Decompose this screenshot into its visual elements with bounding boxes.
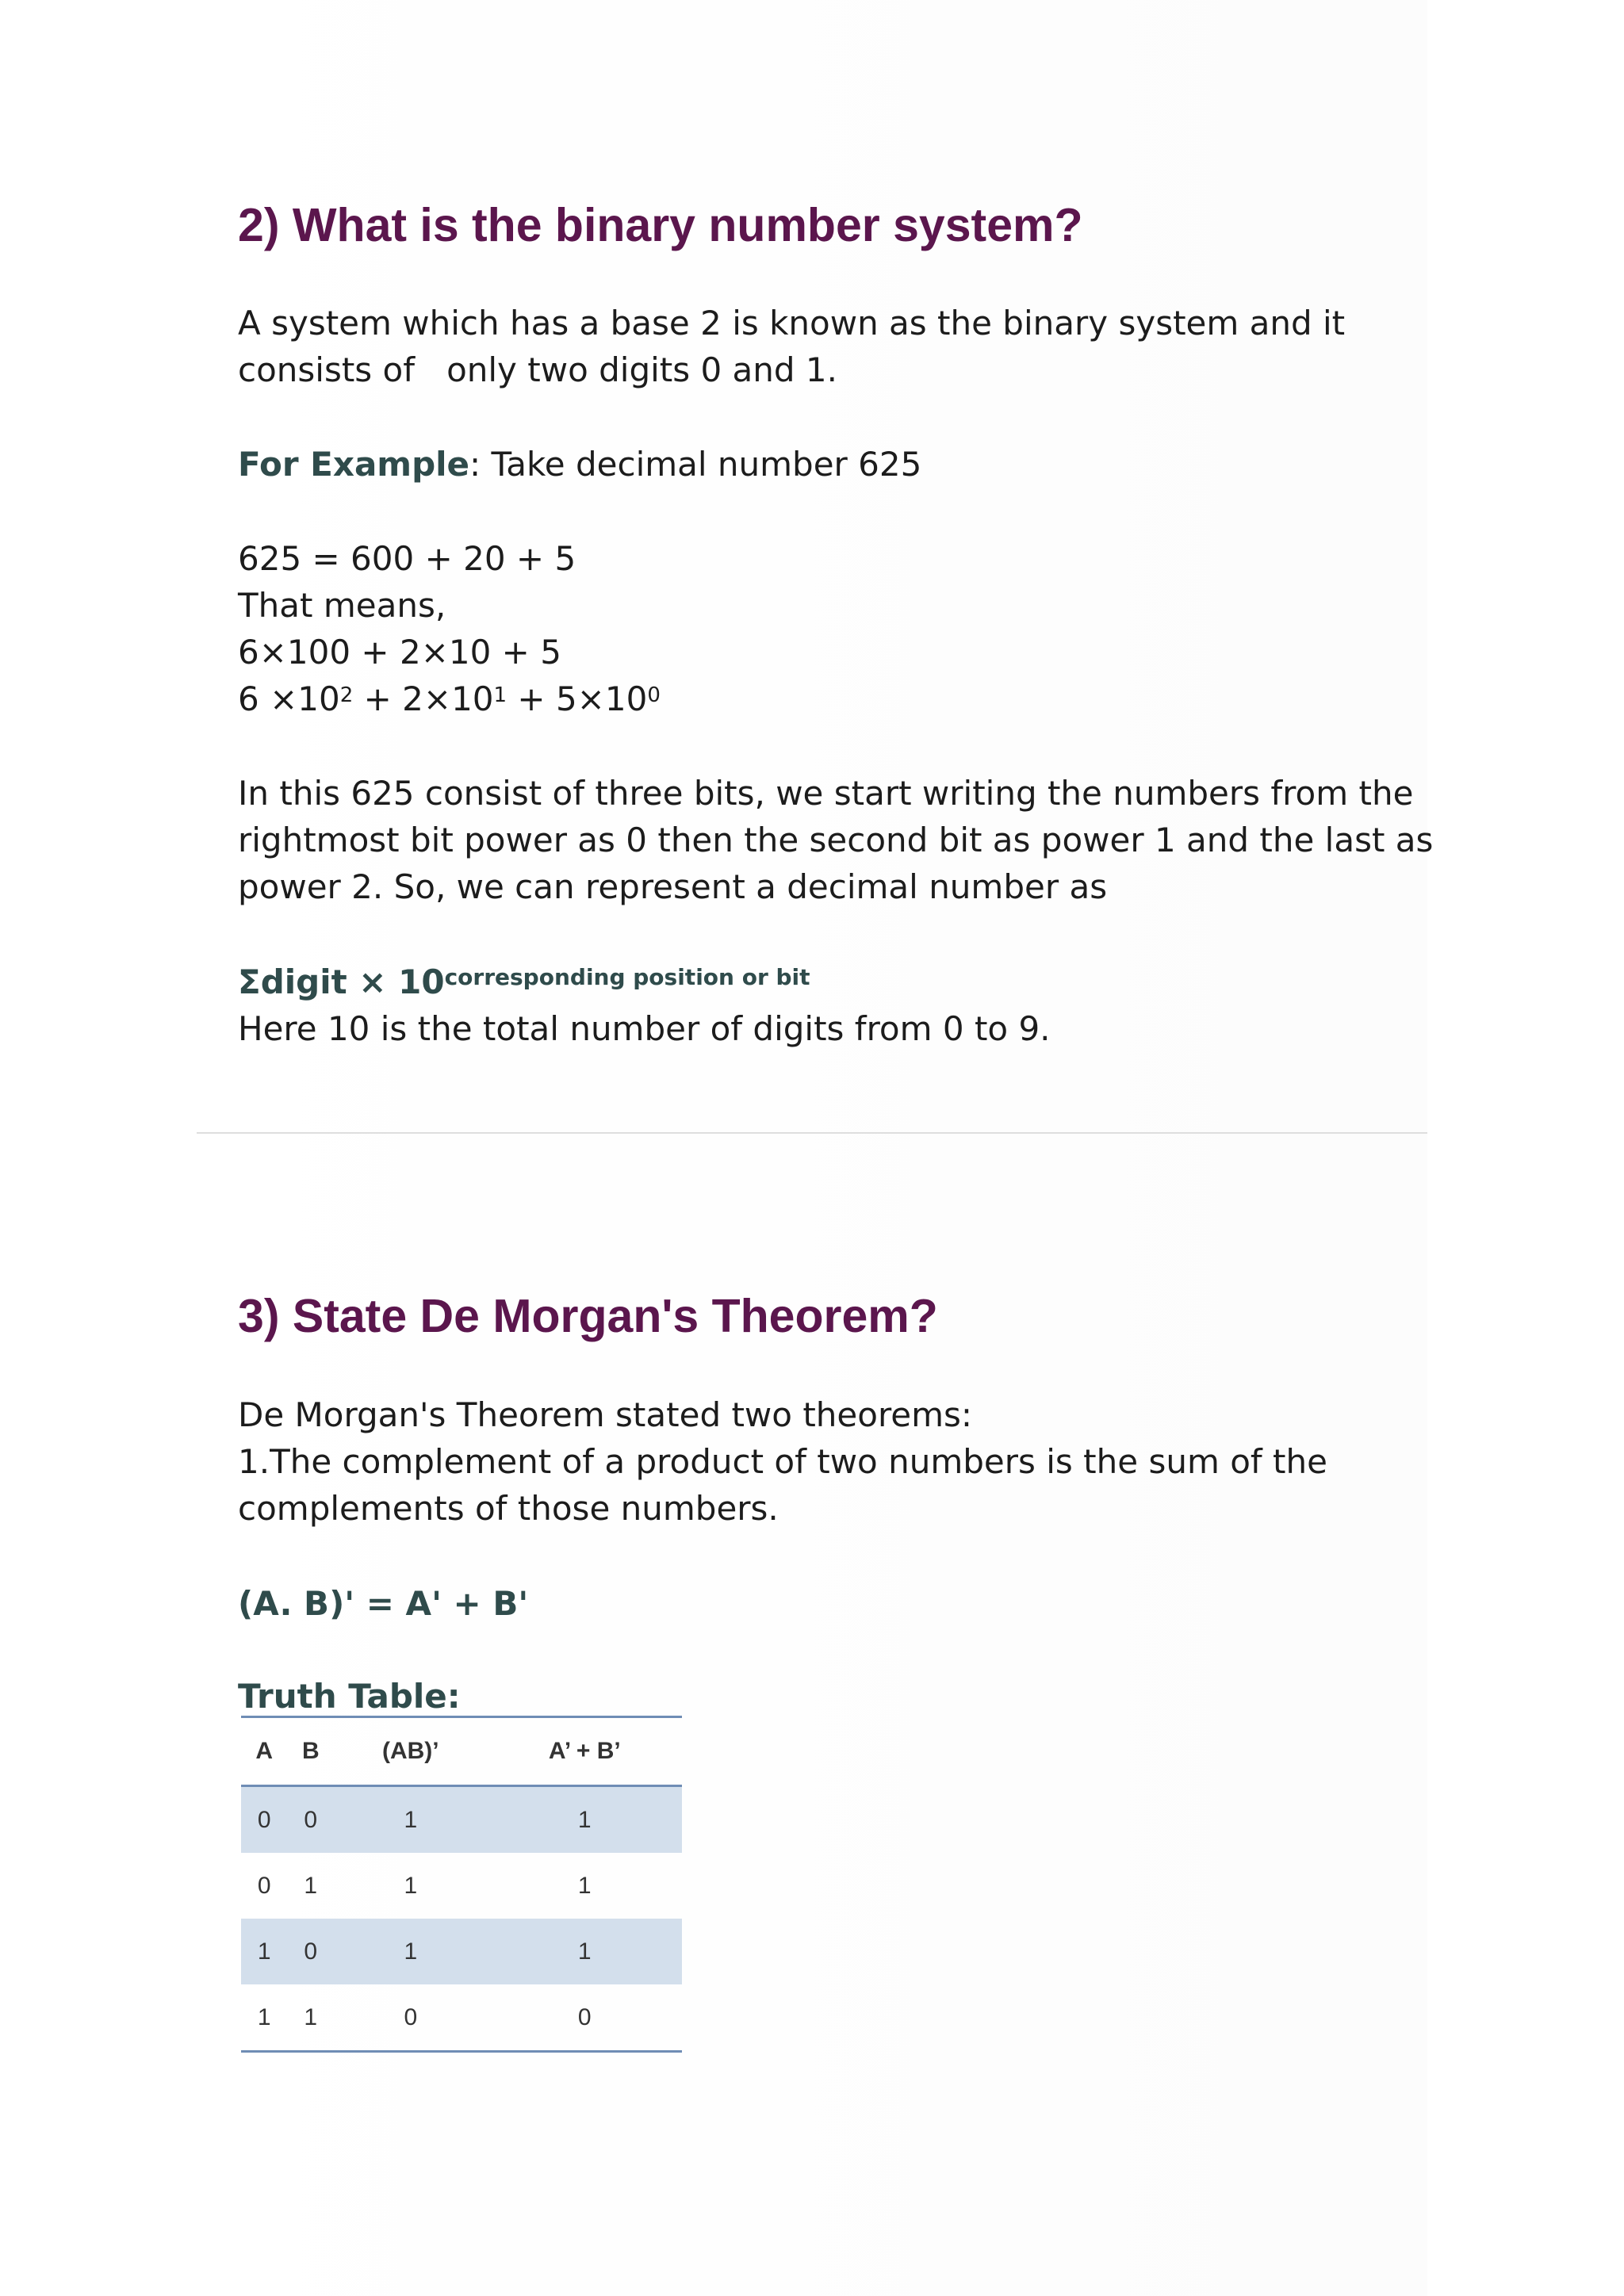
power-term-1: 6 ×10 (238, 679, 340, 718)
powers-line (238, 675, 661, 722)
power-term-2: + 2×10 (353, 679, 494, 718)
theorem-intro-line-3: complements of those numbers. (238, 1489, 779, 1528)
power-exponent-1: 2 (339, 683, 354, 707)
expansion-line-2: That means, (238, 586, 446, 625)
section2-title: 2) What is the binary number system? (238, 199, 1083, 251)
explanation-line-3: power 2. So, we can represent a decimal number as (238, 867, 1108, 906)
table-cell: 1 (241, 1919, 288, 1984)
table-cell: 0 (288, 1786, 335, 1854)
table-cell: 0 (288, 1919, 335, 1984)
table-row (241, 1786, 682, 1854)
table-cell: 0 (404, 2003, 418, 2030)
table-cell: 1 (334, 1919, 488, 1984)
power-term-3: + 5×10 (507, 679, 648, 718)
section3-title: 3) State De Morgan's Theorem? (238, 1290, 938, 1342)
definition-line-2: consists of only two digits 0 and 1. (238, 350, 837, 389)
table-cell: 0 (577, 2003, 592, 2030)
explanation-line-2: rightmost bit power as 0 then the second bit as power 1 and the last as (238, 821, 1434, 859)
table-cell: 1 (488, 1786, 682, 1854)
table-cell: 1 (577, 1872, 592, 1899)
definition-line-1: A system which has a base 2 is known as the binary system and it (238, 304, 1346, 342)
table-cell: 0 (257, 1872, 271, 1899)
expansion-line-1: 625 = 600 + 20 + 5 (238, 539, 576, 578)
formula (238, 959, 810, 1005)
table-cell: 1 (304, 1872, 318, 1899)
table-cell: 1 (304, 2003, 318, 2030)
header-not-ab: (AB)’ (334, 1717, 488, 1786)
formula-main: Σdigit × 10 (238, 962, 445, 1001)
table-row (241, 1984, 682, 2052)
power-exponent-3: 0 (647, 683, 661, 707)
formula-superscript: corresponding position or bit (444, 964, 810, 990)
header-a: A (241, 1717, 288, 1786)
example-label: For Example (238, 445, 470, 484)
table-row (241, 1853, 682, 1919)
table-cell: 1 (334, 1786, 488, 1854)
section-divider (197, 1132, 1427, 1134)
header-not-a-plus-not-b: A’ + B’ (488, 1717, 682, 1786)
header-b: B (288, 1717, 335, 1786)
expansion-line-3: 6×100 + 2×10 + 5 (238, 633, 561, 672)
example-line (238, 441, 921, 488)
truth-table-label: Truth Table: (238, 1677, 461, 1716)
table-row (241, 1919, 682, 1984)
example-text: : Take decimal number 625 (469, 445, 922, 484)
digits-note: Here 10 is the total number of digits from 0 to 9. (238, 1009, 1051, 1048)
truth-table (241, 1716, 682, 2053)
table-cell: 1 (404, 1872, 418, 1899)
explanation-line-1: In this 625 consist of three bits, we start writing the numbers from the (238, 774, 1414, 813)
power-exponent-2: 1 (493, 683, 508, 707)
table-cell: 1 (257, 2003, 271, 2030)
table-cell: 0 (241, 1786, 288, 1854)
theorem-intro-line-1: De Morgan's Theorem stated two theorems: (238, 1395, 973, 1434)
truth-table-header-row (241, 1717, 682, 1786)
de-morgan-law: (A. B)' = A' + B' (238, 1584, 529, 1623)
theorem-intro-line-2: 1.The complement of a product of two numbers is the sum of the (238, 1442, 1327, 1481)
table-cell: 1 (488, 1919, 682, 1984)
